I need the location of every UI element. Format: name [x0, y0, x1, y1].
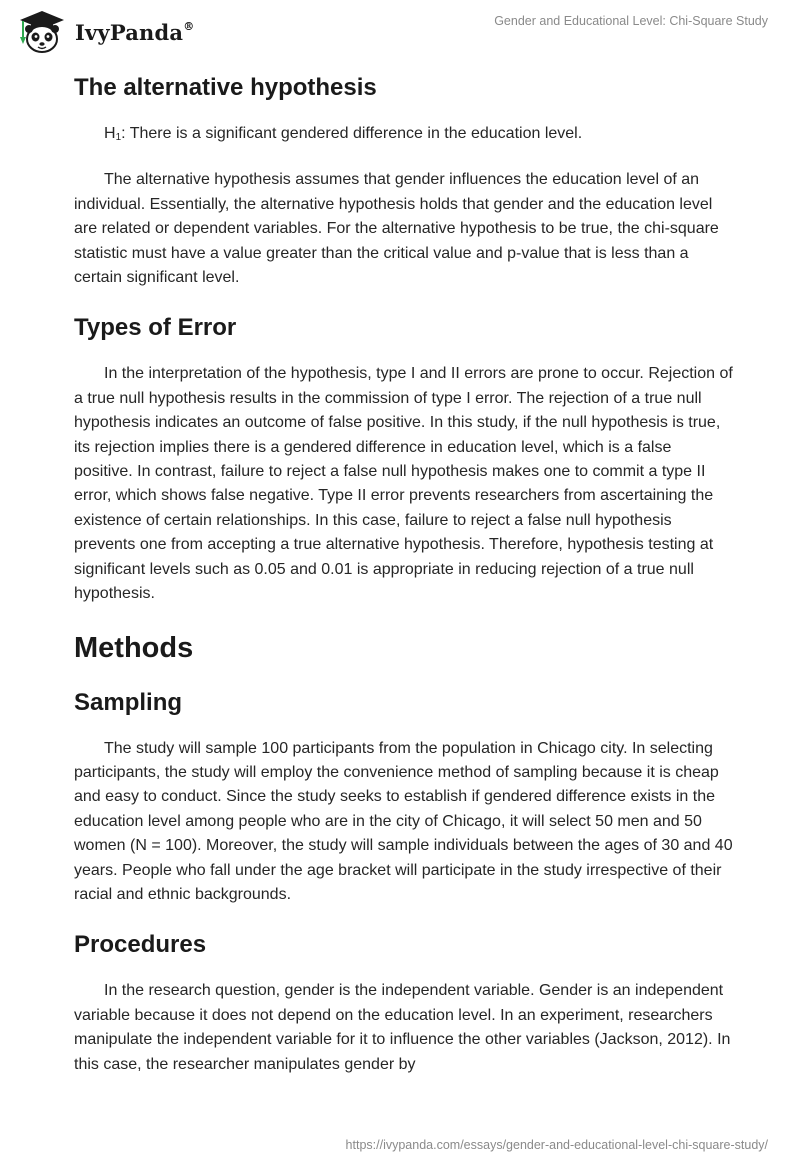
brand-registered-mark: ®	[183, 19, 195, 33]
procedures-paragraph: In the research question, gender is the independent variable. Gender is an independent variable because it does not depend on the education level. In an experiment, researchers manipulate the independent variable for it to influence the other variables (Jackson, 2012). In this case, the researcher manipulates gender by	[74, 982, 731, 1073]
types-of-error-paragraph: In the interpretation of the hypothesis, type I and II errors are prone to occur. Rejection of a true null hypothesis results in the commission of type I error. The rejection of a true null hypothesis indicates an outcome of false positive. In this study, if the null hypothesis is true, its rejection implies there is a gendered difference in education level, which is a false positive. In contrast, failure to reject a false null hypothesis makes one to commit a type II error, which shows false negative. Type II error prevents researchers from ascertaining the existence of certain relationships. In this case, failure to reject a false null hypothesis prevents one from accepting a true alternative hypothesis. Therefore, hypothesis testing at significant levels such as 0.05 and 0.01 is appropriate in reducing rejection of a true null hypothesis.	[74, 365, 733, 603]
hypothesis-h1-statement	[74, 122, 734, 150]
heading-sampling: Sampling	[74, 688, 183, 716]
running-title: Gender and Educational Level: Chi-Square Study	[494, 14, 768, 28]
panda-graduate-icon	[16, 9, 68, 55]
h1-subscript: 1	[115, 132, 122, 143]
sampling-paragraph: The study will sample 100 participants from the population in Chicago city. In selecting participants, the study will employ the convenience method of sampling because it is cheap and easy to conduct. Since the study seeks to establish if gendered difference exists in the education level among people who are in the city of Chicago, it will select 50 men and 50 women (N = 100). Moreover, the study will sample individuals between the ages of 30 and 40 years. People who fall under the age bracket will participate in the study irrespective of their racial and ethnic backgrounds.	[74, 739, 733, 903]
heading-procedures: Procedures	[74, 931, 207, 959]
brand-name	[75, 20, 194, 45]
brand-logo[interactable]	[16, 9, 194, 55]
h1-text: : There is a significant gendered difference in the education level.	[121, 125, 583, 142]
alternative-hypothesis-paragraph: The alternative hypothesis assumes that gender influences the education level of an individual. Essentially, the alternative hypothesis holds that gender and the education level are related or dependent variables. For the alternative hypothesis to be true, the chi-square statistic must have a value greater than the critical value and p-value that is less than a certain significant level.	[74, 171, 719, 287]
source-url-link[interactable]: https://ivypanda.com/essays/gender-and-educational-level-chi-square-study/	[345, 1138, 768, 1152]
heading-alternative-hypothesis: The alternative hypothesis	[74, 74, 377, 101]
brand-name-text: IvyPanda	[75, 19, 184, 45]
h1-symbol: H	[104, 125, 116, 142]
page-header	[0, 0, 800, 70]
heading-methods: Methods	[74, 631, 194, 664]
heading-types-of-error: Types of Error	[74, 314, 237, 342]
document-body	[74, 74, 734, 1077]
